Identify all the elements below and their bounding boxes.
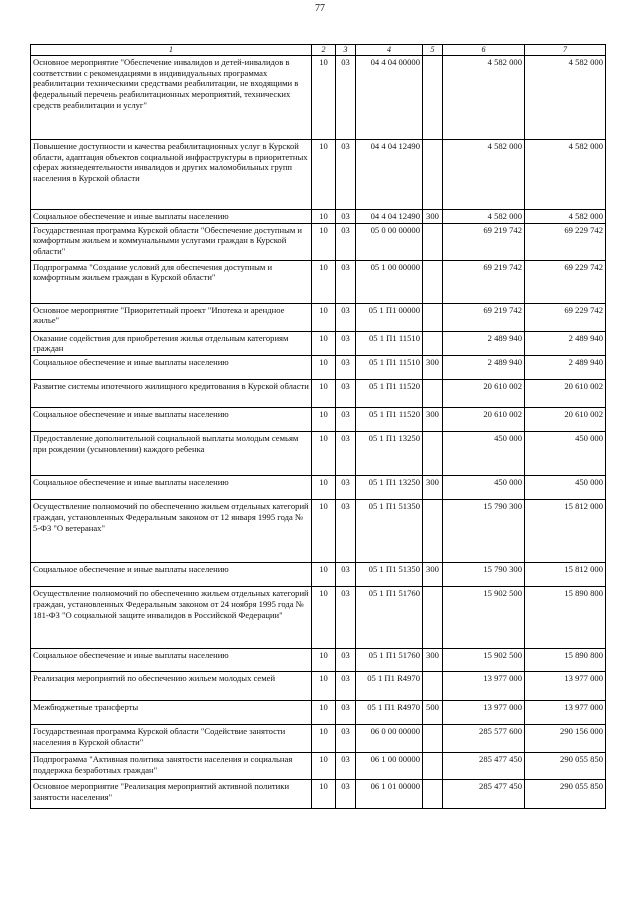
header-col-2: 2 [312,45,336,56]
row-name: Повышение доступности и качества реабилитационных услуг в Курской области, адаптация объектов социальной инфраструктуры в приоритетных сферах жизнедеятельности инвалидов и других маломобильных групп населения в Курской области [31,140,312,210]
header-row [31,45,606,56]
row-amount-year2: 290 055 850 [525,780,606,809]
row-target-article: 05 1 П1 13250 [356,432,423,476]
row-subsection: 03 [336,587,356,649]
row-amount-year1: 15 790 300 [443,500,525,563]
table-body [31,56,606,809]
table-row [31,563,606,587]
row-section: 10 [312,140,336,210]
row-amount-year1: 15 902 500 [443,587,525,649]
table-row [31,476,606,500]
row-section: 10 [312,210,336,224]
row-target-article: 06 0 00 00000 [356,725,423,753]
row-section: 10 [312,432,336,476]
row-name: Социальное обеспечение и иные выплаты населению [31,210,312,224]
row-section: 10 [312,260,336,303]
row-section: 10 [312,701,336,725]
row-amount-year2: 4 582 000 [525,140,606,210]
row-expense-type [423,432,443,476]
table-row [31,500,606,563]
row-name: Межбюджетные трансферты [31,701,312,725]
row-amount-year1: 13 977 000 [443,672,525,701]
table-row [31,140,606,210]
row-name: Оказание содействия для приобретения жилья отдельным категориям граждан [31,331,312,355]
row-section: 10 [312,331,336,355]
row-name: Предоставление дополнительной социальной выплаты молодым семьям при рождении (усыновлении) каждого ребенка [31,432,312,476]
row-name: Государственная программа Курской области "Обеспечение доступным и комфортным жильем и коммунальными услугами граждан в Курской области" [31,223,312,260]
row-amount-year1: 2 489 940 [443,331,525,355]
row-expense-type: 300 [423,476,443,500]
table-row [31,260,606,303]
row-expense-type [423,780,443,809]
row-target-article: 05 1 П1 11510 [356,331,423,355]
row-subsection: 03 [336,140,356,210]
row-expense-type: 300 [423,210,443,224]
row-name: Социальное обеспечение и иные выплаты населению [31,476,312,500]
row-amount-year1: 20 610 002 [443,380,525,408]
row-amount-year1: 4 582 000 [443,56,525,140]
row-expense-type: 300 [423,356,443,380]
row-name: Социальное обеспечение и иные выплаты населению [31,356,312,380]
row-amount-year1: 69 219 742 [443,303,525,331]
row-target-article: 04 4 04 00000 [356,56,423,140]
row-name: Развитие системы ипотечного жилищного кредитования в Курской области [31,380,312,408]
row-amount-year2: 290 055 850 [525,753,606,780]
row-section: 10 [312,725,336,753]
row-target-article: 05 0 00 00000 [356,223,423,260]
row-target-article: 05 1 П1 51760 [356,649,423,672]
table-row [31,701,606,725]
row-amount-year2: 15 890 800 [525,587,606,649]
header-col-6: 6 [443,45,525,56]
row-amount-year1: 2 489 940 [443,356,525,380]
table-row [31,303,606,331]
row-amount-year1: 450 000 [443,476,525,500]
row-subsection: 03 [336,223,356,260]
row-expense-type [423,380,443,408]
row-section: 10 [312,476,336,500]
row-amount-year2: 15 812 000 [525,563,606,587]
table-row [31,223,606,260]
row-expense-type: 300 [423,408,443,432]
row-amount-year1: 13 977 000 [443,701,525,725]
header-col-1: 1 [31,45,312,56]
row-expense-type [423,500,443,563]
table-row [31,210,606,224]
row-expense-type [423,223,443,260]
row-amount-year2: 69 229 742 [525,303,606,331]
row-name: Социальное обеспечение и иные выплаты населению [31,649,312,672]
row-target-article: 05 1 П1 51350 [356,563,423,587]
row-subsection: 03 [336,260,356,303]
header-col-4: 4 [356,45,423,56]
table-row [31,380,606,408]
row-amount-year1: 15 790 300 [443,563,525,587]
row-target-article: 05 1 П1 R4970 [356,672,423,701]
row-expense-type [423,672,443,701]
table-row [31,587,606,649]
row-amount-year2: 4 582 000 [525,210,606,224]
row-name: Подпрограмма "Активная политика занятости населения и социальная поддержка безработных граждан" [31,753,312,780]
row-section: 10 [312,780,336,809]
row-name: Социальное обеспечение и иные выплаты населению [31,408,312,432]
page-number: 77 [315,3,325,14]
row-name: Основное мероприятие "Обеспечение инвалидов и детей-инвалидов в соответствии с рекомендациями в индивидуальных программах реабилитации техническими средствами реабилитации, не входящими в федеральный перечень реабилитационных мероприятий, технических средств реабилитации и услуг" [31,56,312,140]
table-row [31,331,606,355]
row-target-article: 04 4 04 12490 [356,140,423,210]
row-amount-year1: 69 219 742 [443,260,525,303]
row-subsection: 03 [336,408,356,432]
row-subsection: 03 [336,432,356,476]
budget-table [30,44,606,809]
row-amount-year2: 2 489 940 [525,356,606,380]
row-amount-year2: 69 229 742 [525,260,606,303]
row-expense-type: 300 [423,649,443,672]
row-subsection: 03 [336,753,356,780]
row-name: Основное мероприятие "Реализация мероприятий активной политики занятости населения" [31,780,312,809]
row-amount-year1: 285 477 450 [443,780,525,809]
row-name: Реализация мероприятий по обеспечению жильем молодых семей [31,672,312,701]
row-amount-year1: 20 610 002 [443,408,525,432]
row-target-article: 06 1 00 00000 [356,753,423,780]
row-expense-type: 300 [423,563,443,587]
row-expense-type [423,56,443,140]
row-amount-year1: 4 582 000 [443,210,525,224]
row-target-article: 05 1 П1 11510 [356,356,423,380]
table-row [31,408,606,432]
row-expense-type [423,140,443,210]
row-target-article: 05 1 П1 51350 [356,500,423,563]
row-expense-type [423,331,443,355]
row-section: 10 [312,500,336,563]
row-amount-year2: 450 000 [525,476,606,500]
row-expense-type: 500 [423,701,443,725]
row-expense-type [423,753,443,780]
header-col-5: 5 [423,45,443,56]
table-row [31,725,606,753]
row-amount-year2: 15 812 000 [525,500,606,563]
row-name: Основное мероприятие "Приоритетный проект "Ипотека и арендное жилье" [31,303,312,331]
row-subsection: 03 [336,476,356,500]
row-section: 10 [312,672,336,701]
row-subsection: 03 [336,210,356,224]
row-subsection: 03 [336,56,356,140]
row-subsection: 03 [336,701,356,725]
row-amount-year1: 450 000 [443,432,525,476]
row-subsection: 03 [336,500,356,563]
row-target-article: 05 1 П1 51760 [356,587,423,649]
row-subsection: 03 [336,563,356,587]
row-expense-type [423,260,443,303]
row-subsection: 03 [336,303,356,331]
row-section: 10 [312,753,336,780]
row-amount-year2: 13 977 000 [525,701,606,725]
row-subsection: 03 [336,725,356,753]
row-amount-year2: 20 610 002 [525,380,606,408]
row-target-article: 05 1 П1 00000 [356,303,423,331]
row-subsection: 03 [336,649,356,672]
row-amount-year2: 2 489 940 [525,331,606,355]
table-row [31,672,606,701]
row-section: 10 [312,649,336,672]
row-section: 10 [312,380,336,408]
row-name: Осуществление полномочий по обеспечению жильем отдельных категорий граждан, установленных Федеральным законом от 24 ноября 1995 года № 181-ФЗ "О социальной защите инвалидов в Российской Федерации" [31,587,312,649]
row-subsection: 03 [336,780,356,809]
row-amount-year1: 4 582 000 [443,140,525,210]
row-target-article: 06 1 01 00000 [356,780,423,809]
table-row [31,753,606,780]
row-section: 10 [312,223,336,260]
row-name: Подпрограмма "Создание условий для обеспечения доступным и комфортным жильем граждан в Курской области" [31,260,312,303]
row-amount-year2: 13 977 000 [525,672,606,701]
row-name: Осуществление полномочий по обеспечению жильем отдельных категорий граждан, установленных Федеральным законом от 12 января 1995 года № 5-ФЗ "О ветеранах" [31,500,312,563]
row-amount-year2: 69 229 742 [525,223,606,260]
row-section: 10 [312,56,336,140]
header-col-3: 3 [336,45,356,56]
row-target-article: 05 1 00 00000 [356,260,423,303]
row-amount-year2: 20 610 002 [525,408,606,432]
row-name: Социальное обеспечение и иные выплаты населению [31,563,312,587]
row-amount-year1: 15 902 500 [443,649,525,672]
row-amount-year2: 450 000 [525,432,606,476]
row-subsection: 03 [336,356,356,380]
table-row [31,649,606,672]
row-target-article: 05 1 П1 11520 [356,408,423,432]
row-expense-type [423,725,443,753]
table-row [31,356,606,380]
row-target-article: 04 4 04 12490 [356,210,423,224]
row-amount-year1: 285 577 600 [443,725,525,753]
row-amount-year1: 69 219 742 [443,223,525,260]
row-expense-type [423,587,443,649]
row-section: 10 [312,563,336,587]
row-amount-year2: 15 890 800 [525,649,606,672]
table-row [31,432,606,476]
table-row [31,780,606,809]
row-subsection: 03 [336,380,356,408]
row-target-article: 05 1 П1 11520 [356,380,423,408]
row-name: Государственная программа Курской области "Содействие занятости населения в Курской области" [31,725,312,753]
row-expense-type [423,303,443,331]
row-section: 10 [312,303,336,331]
row-subsection: 03 [336,331,356,355]
row-amount-year2: 290 156 000 [525,725,606,753]
row-amount-year2: 4 582 000 [525,56,606,140]
row-subsection: 03 [336,672,356,701]
row-section: 10 [312,587,336,649]
row-target-article: 05 1 П1 13250 [356,476,423,500]
row-section: 10 [312,408,336,432]
row-amount-year1: 285 477 450 [443,753,525,780]
table-row [31,56,606,140]
row-section: 10 [312,356,336,380]
header-col-7: 7 [525,45,606,56]
row-target-article: 05 1 П1 R4970 [356,701,423,725]
